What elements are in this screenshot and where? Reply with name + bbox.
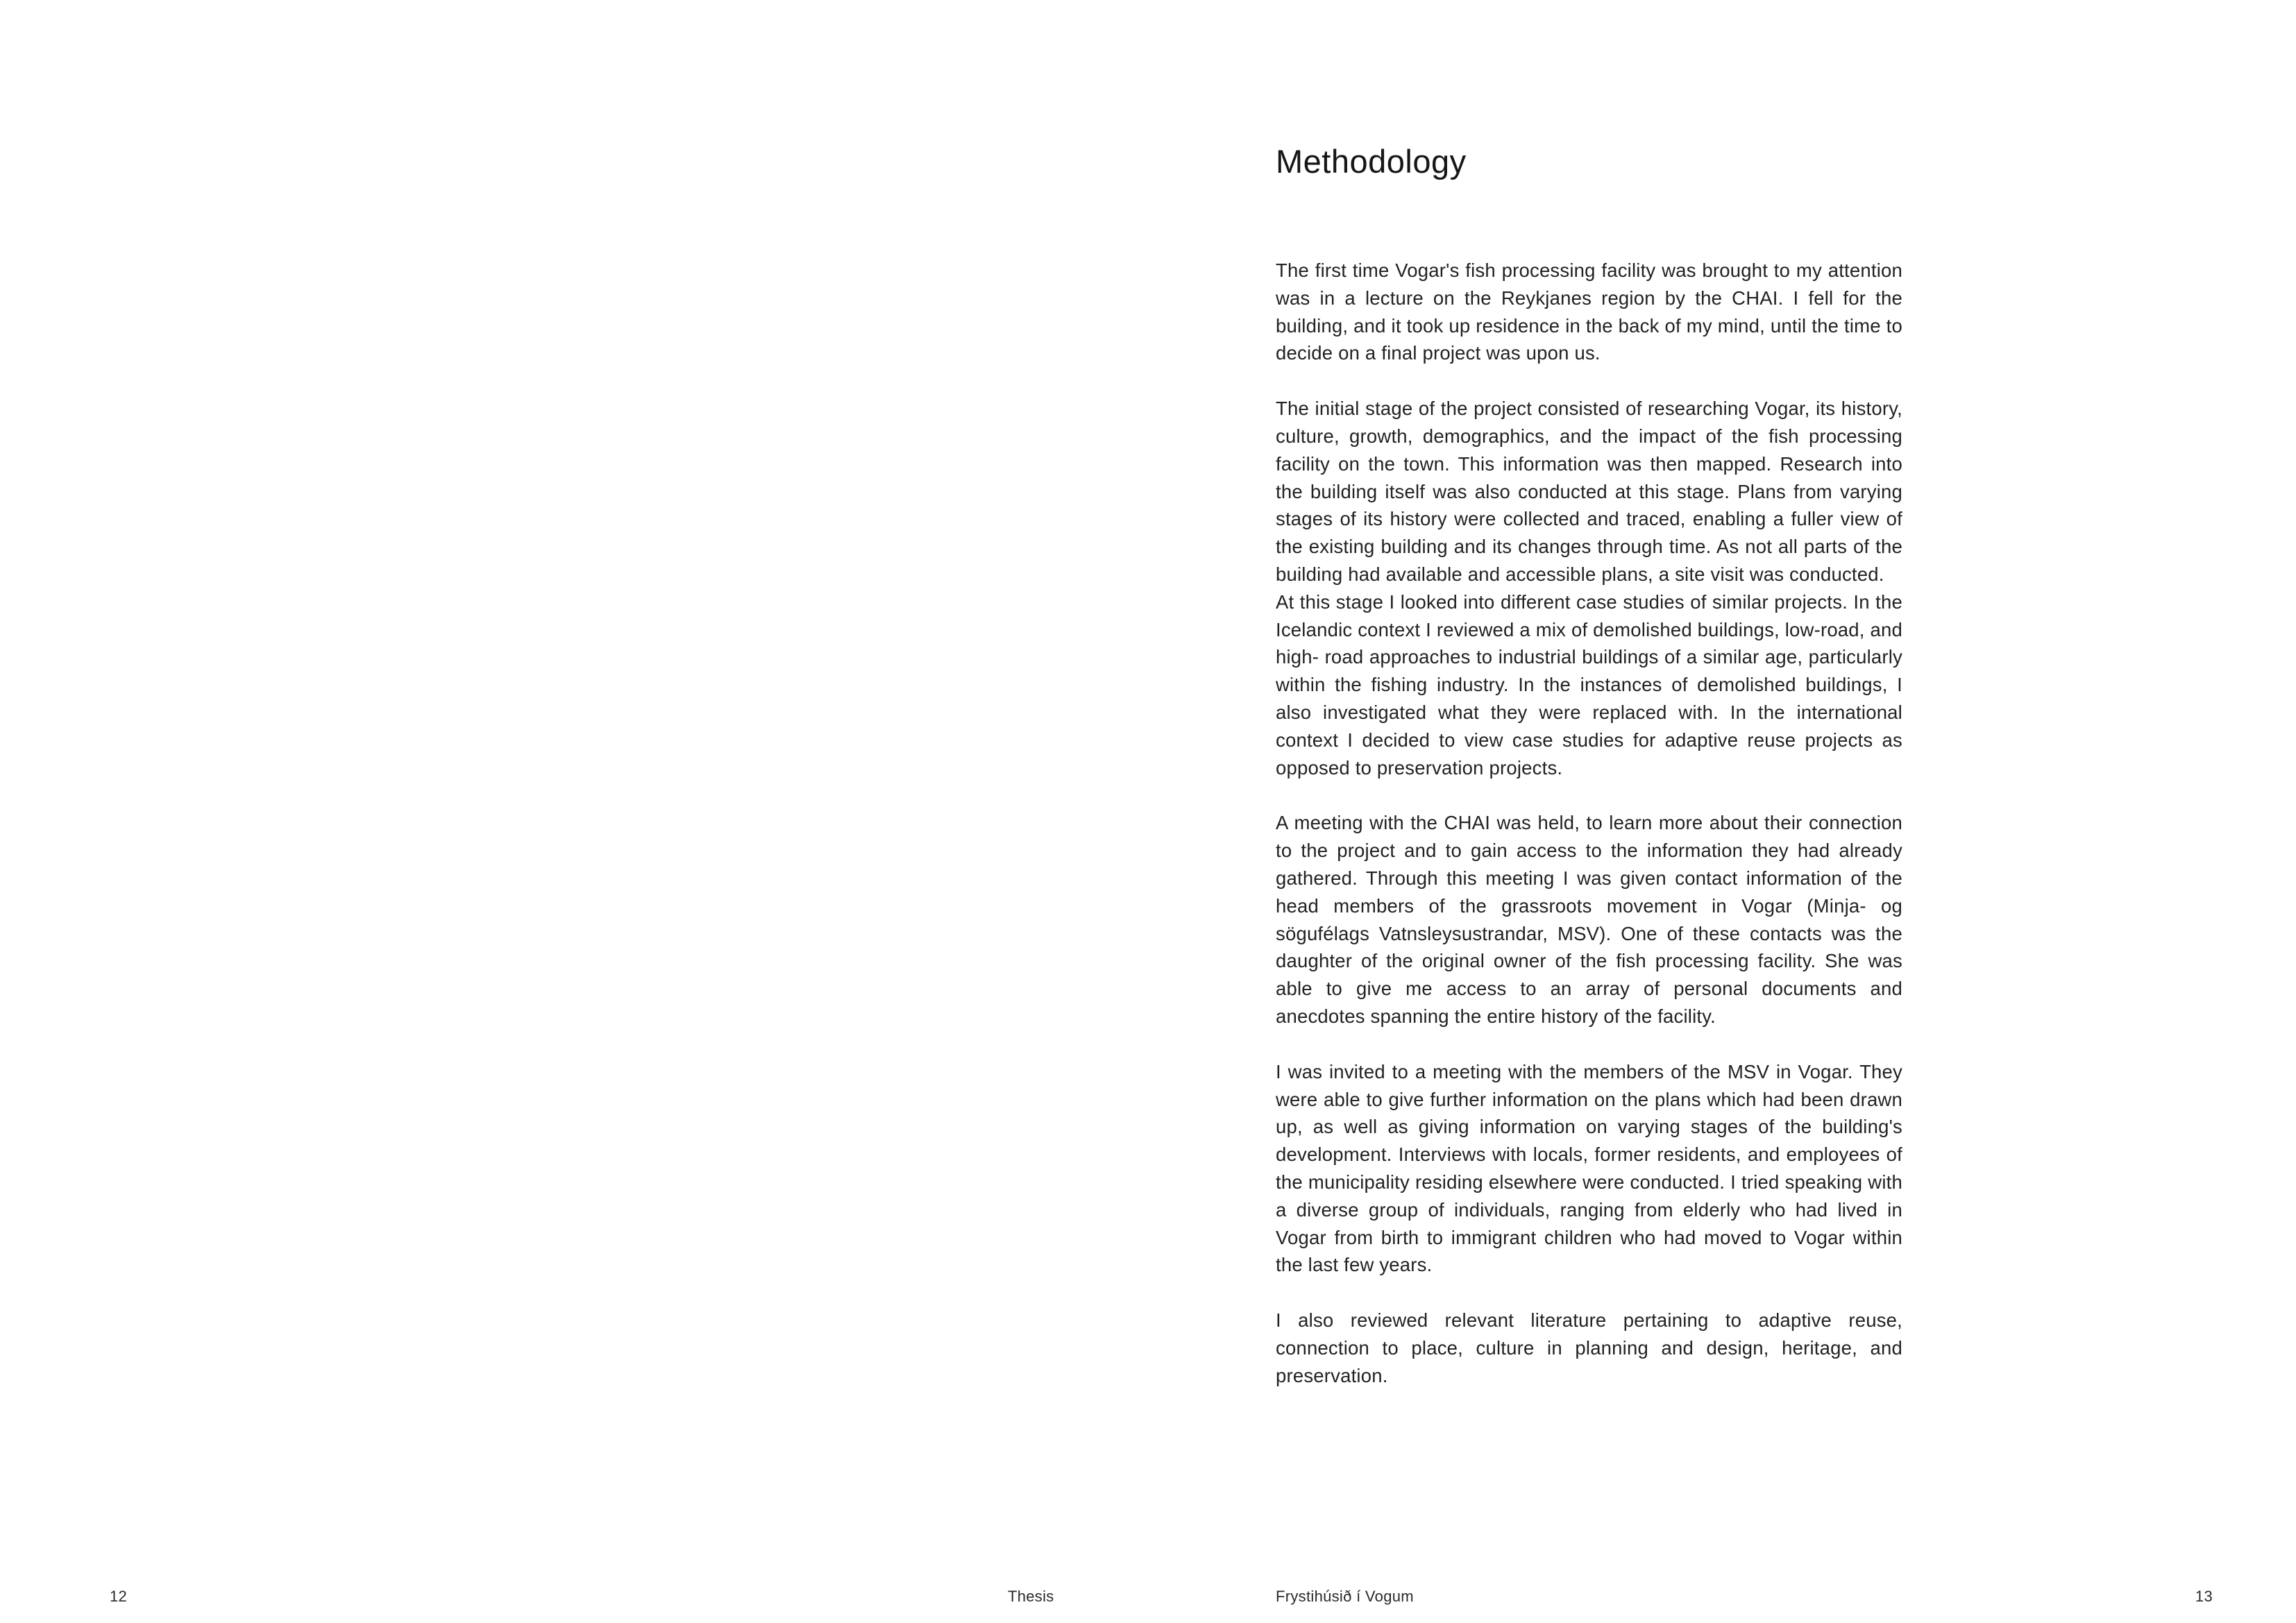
footer-label-thesis: Thesis <box>1008 1588 1054 1605</box>
body-text <box>1276 257 1902 1389</box>
footer-label-project-title: Frystihúsið í Vogum <box>1276 1588 1414 1605</box>
paragraph: The initial stage of the project consisted of researching Vogar, its history, culture, growth, demographics, and the impact of the fish processing facility on the town. This information was then mapped. Research into the building itself was also conducted at this stage. Plans from varying stages of its history were collected and traced, enabling a fuller view of the existing building and its changes through time. As not all parts of the building had available and accessible plans, a site visit was conducted. <box>1276 398 1902 585</box>
paragraph: A meeting with the CHAI was held, to learn more about their connection to the project and to gain access to the information they had already gathered. Through this meeting I was given contact information of the head members of the grassroots movement in Vogar (Minja- og sögufélags Vatnsleysustrandar, MSV). One of these contacts was the daughter of the original owner of the fish processing facility. She was able to give me access to an array of personal documents and anecdotes spanning the entire history of the facility. <box>1276 812 1902 1027</box>
paragraph: The first time Vogar's fish processing facility was brought to my attention was in a lecture on the Reykjanes region by the CHAI. I fell for the building, and it took up residence in the back of my mind, until the time to decide on a final project was upon us. <box>1276 260 1902 364</box>
page-title: Methodology <box>1276 143 1467 180</box>
paragraph: I also reviewed relevant literature pertaining to adaptive reuse, connection to place, culture in planning and design, heritage, and preservation. <box>1276 1309 1902 1386</box>
text-column <box>1276 142 1902 1389</box>
footer-page-number-right: 13 <box>2195 1588 2213 1605</box>
footer <box>0 1588 2296 1608</box>
paragraph: I was invited to a meeting with the members of the MSV in Vogar. They were able to give further information on the plans which had been drawn up, as well as giving information on varying stages of the building's development. Interviews with locals, former residents, and employees of the municipality residing elsewhere were conducted. I tried speaking with a diverse group of individuals, ranging from elderly who had lived in Vogar from birth to immigrant children who had moved to Vogar within the last few years. <box>1276 1060 1902 1276</box>
paragraph: At this stage I looked into different case studies of similar projects. In the Icelandic context I reviewed a mix of demolished buildings, low-road, and high- road approaches to industrial buildings of a similar age, particularly within the fishing industry. In the instances of demolished buildings, I also investigated what they were replaced with. In the international context I decided to view case studies for adaptive reuse projects as opposed to preservation projects. <box>1276 590 1902 779</box>
footer-page-number-left: 12 <box>110 1588 128 1605</box>
